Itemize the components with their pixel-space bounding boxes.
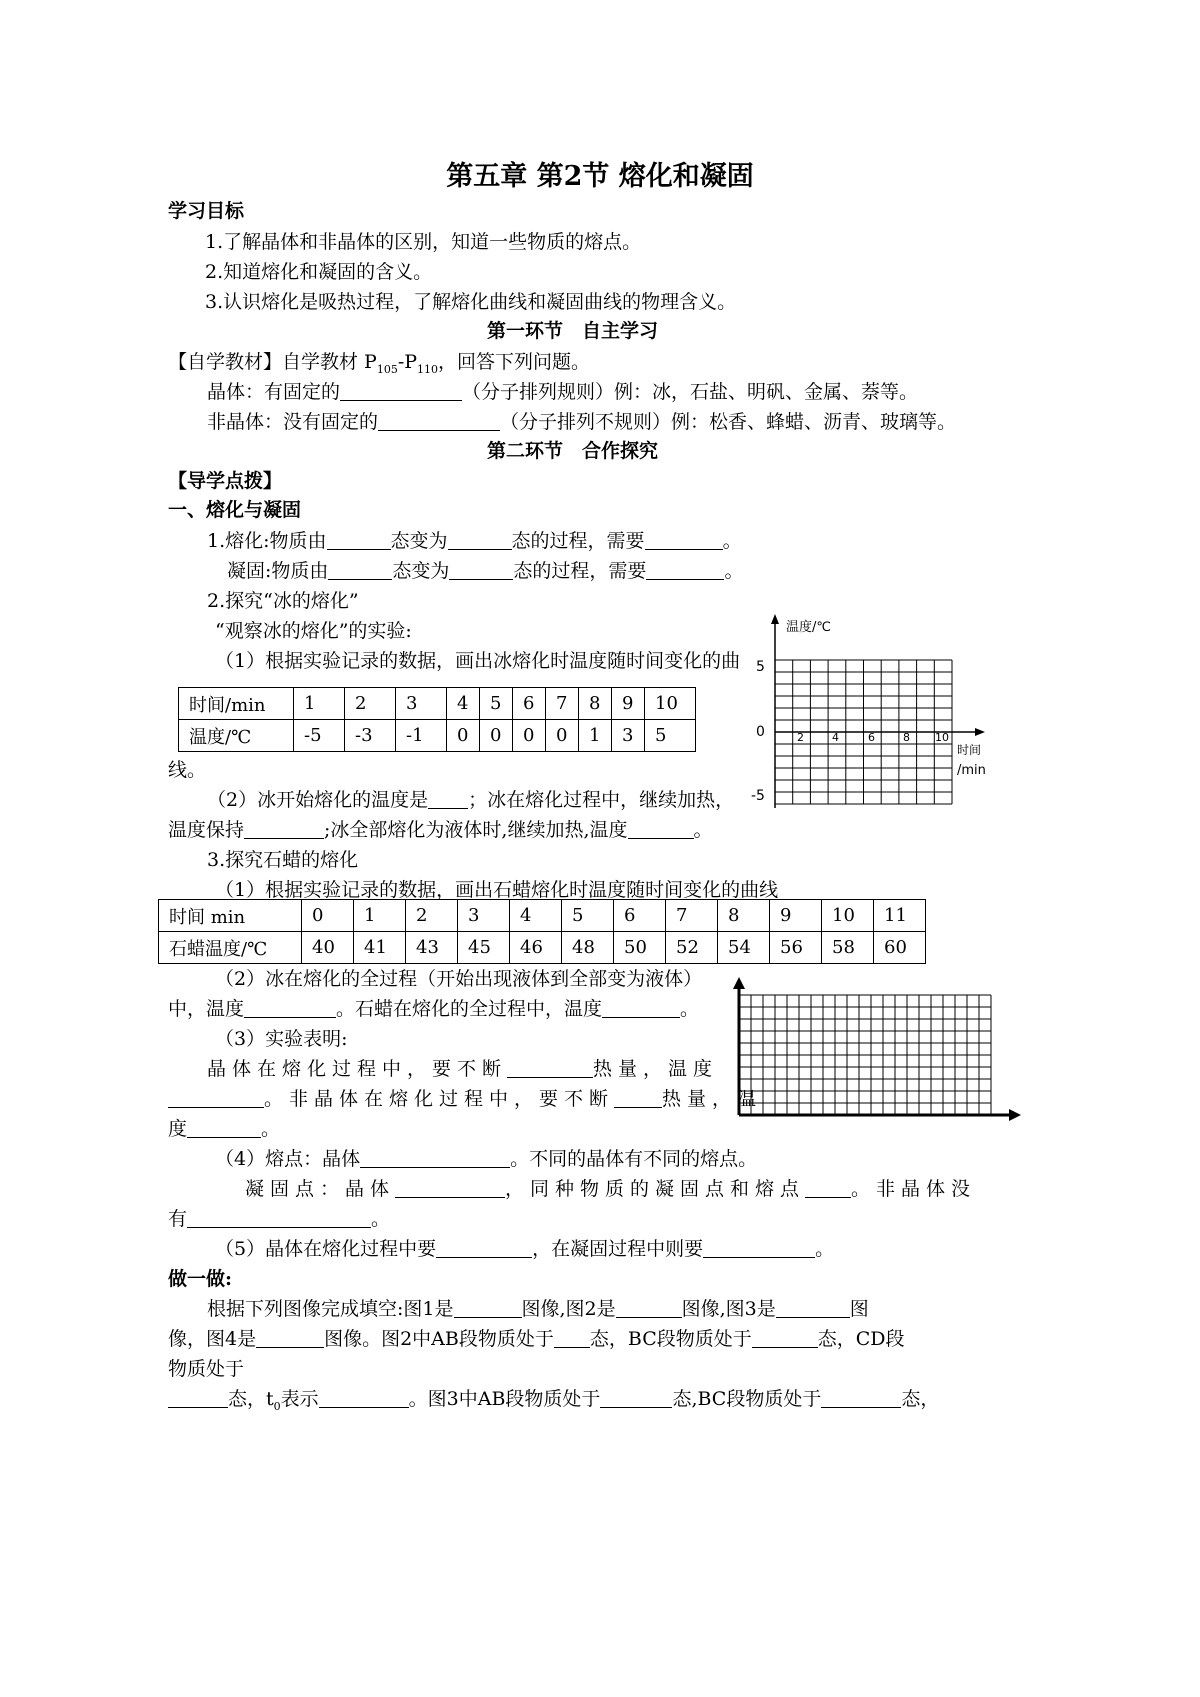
table-cell: 45 (458, 932, 510, 964)
table-cell: 8 (579, 688, 612, 720)
blank[interactable] (752, 1327, 818, 1348)
blank[interactable] (507, 1057, 593, 1078)
ice-x-label-unit: /min (957, 763, 986, 778)
table-cell: 48 (562, 932, 614, 964)
wax-data-table (158, 899, 926, 964)
practice-line1: 根据下列图像完成填空:图1是 图像,图2是 图像,图3是 图 (207, 1298, 869, 1320)
ice-y-label: 温度/℃ (786, 620, 831, 635)
blank[interactable] (646, 559, 724, 580)
table-cell: 4 (447, 688, 480, 720)
ice-x-tick: 2 (797, 731, 804, 744)
table-cell: 1 (354, 900, 406, 932)
table-cell: 1 (579, 720, 612, 752)
wax-x-arrow (1009, 1109, 1021, 1121)
section2-heading: 第二环节 合作探究 (487, 440, 659, 462)
blank[interactable] (554, 1327, 590, 1348)
blank[interactable] (340, 380, 462, 401)
ice-question-1-end: 线。 (168, 759, 207, 781)
blank[interactable] (187, 1117, 261, 1138)
table-cell: 0 (302, 900, 354, 932)
wax-graph (725, 975, 1025, 1135)
table-cell: 1 (294, 688, 345, 720)
amorphous-line: 非晶体：没有固定的 （分子排列不规则）例：松香、蜂蜡、沥青、玻璃等。 (207, 411, 957, 433)
practice-heading: 做一做: (168, 1268, 233, 1290)
wax-question-1: （1）根据实验记录的数据，画出石蜡熔化时温度随时间变化的曲线 (215, 879, 779, 901)
table-cell: -3 (345, 720, 396, 752)
blank[interactable] (328, 559, 392, 580)
ice-x-tick: 8 (903, 731, 910, 744)
blank[interactable] (428, 788, 468, 809)
table-cell: 60 (874, 932, 926, 964)
table-cell: 3 (396, 688, 447, 720)
ice-y-arrow (771, 614, 779, 624)
page-title: 第五章 第2节 熔化和凝固 (446, 161, 754, 192)
blank[interactable] (805, 1177, 851, 1198)
blank[interactable] (776, 1297, 850, 1318)
table-row (159, 900, 926, 932)
blank[interactable] (244, 997, 336, 1018)
part1-heading: 一、熔化与凝固 (168, 499, 302, 521)
objective-3: 3.认识熔化是吸热过程，了解熔化曲线和凝固曲线的物理含义。 (205, 291, 737, 313)
blank[interactable] (360, 1147, 510, 1168)
self-study-line: 【自学教材】自学教材 $P_{105}-P_{110}$，回答下列问题。 (168, 351, 591, 376)
table-cell: 5 (645, 720, 696, 752)
table-cell: 6 (513, 688, 546, 720)
ice-y-tick: 0 (756, 724, 765, 740)
table-cell: 8 (718, 900, 770, 932)
solidification-definition: 凝固:物质由 态变为 态的过程，需要 。 (227, 560, 744, 582)
ice-question-2: （2）冰开始熔化的温度是 ；冰在熔化过程中，继续加热， (207, 789, 735, 811)
blank[interactable] (454, 1297, 522, 1318)
question-5: （5）晶体在熔化过程中要 ，在凝固过程中则要 。 (215, 1238, 835, 1260)
blank[interactable] (616, 1297, 682, 1318)
wax-heading: 3.探究石蜡的熔化 (207, 849, 359, 871)
table-cell: 5 (480, 688, 513, 720)
blank[interactable] (449, 559, 513, 580)
blank[interactable] (448, 529, 512, 550)
blank[interactable] (378, 410, 500, 431)
ice-question-2-cont: 温度保持 ;冰全部熔化为液体时,继续加热,温度 。 (168, 819, 713, 841)
table-cell: 52 (666, 932, 718, 964)
blank[interactable] (703, 1237, 815, 1258)
table-cell: 时间/min (179, 688, 294, 720)
objective-2: 2.知道熔化和凝固的含义。 (205, 261, 433, 283)
ice-x-tick: 4 (832, 731, 839, 744)
table-cell: 10 (645, 688, 696, 720)
crystal-line: 晶体：有固定的 （分子排列规则）例：冰，石盐、明矾、金属、萘等。 (207, 381, 919, 403)
blank[interactable] (628, 818, 694, 839)
wax-y-arrow (733, 977, 745, 989)
table-cell: 温度/℃ (179, 720, 294, 752)
blank[interactable] (395, 1177, 505, 1198)
question-3-line1: 晶体在熔化过程中，要不断 热量，温度 (207, 1058, 719, 1080)
ice-data-table (178, 687, 696, 752)
table-cell: 6 (614, 900, 666, 932)
blank[interactable] (256, 1327, 324, 1348)
blank[interactable] (327, 529, 391, 550)
table-cell: 58 (822, 932, 874, 964)
question-4-line1: （4）熔点：晶体 。不同的晶体有不同的熔点。 (215, 1148, 758, 1170)
ice-subheading: “观察冰的熔化”的实验: (215, 620, 412, 642)
ice-y-tick: 5 (756, 659, 765, 675)
table-cell: 2 (406, 900, 458, 932)
ice-question-1: （1）根据实验记录的数据，画出冰熔化时温度随时间变化的曲 (215, 650, 741, 672)
table-cell: 2 (345, 688, 396, 720)
table-row (179, 688, 696, 720)
table-row (159, 932, 926, 964)
table-cell: 7 (546, 688, 579, 720)
blank[interactable] (600, 1387, 672, 1408)
table-cell: 5 (562, 900, 614, 932)
table-cell: 9 (612, 688, 645, 720)
table-cell: 56 (770, 932, 822, 964)
table-cell: 3 (458, 900, 510, 932)
blank[interactable] (436, 1237, 532, 1258)
table-cell: 石蜡温度/℃ (159, 932, 302, 964)
ice-x-arrow (975, 728, 985, 736)
ice-x-tick: 6 (868, 731, 875, 744)
table-cell: 0 (546, 720, 579, 752)
melting-definition: 1.熔化:物质由 态变为 态的过程，需要 。 (207, 530, 742, 552)
table-cell: 10 (822, 900, 874, 932)
blank[interactable] (168, 1087, 264, 1108)
practice-line3: 物质处于 (168, 1358, 245, 1380)
blank[interactable] (645, 529, 723, 550)
blank[interactable] (168, 1387, 228, 1408)
blank[interactable] (821, 1387, 901, 1408)
question-2-line1: （2）冰在熔化的全过程（开始出现液体到全部变为液体） (215, 968, 703, 990)
table-cell: -1 (396, 720, 447, 752)
wax-grid (739, 995, 991, 1115)
ice-x-label: 时间 (957, 743, 982, 757)
ice-graph (745, 608, 1025, 814)
table-cell: 0 (480, 720, 513, 752)
ice-x-tick: 10 (935, 731, 949, 744)
practice-line4: 态，$t_0$表示 。图3中AB段物质处于 态,BC段物质处于 态， (168, 1386, 939, 1420)
table-cell: -5 (294, 720, 345, 752)
question-3-line2: 。非晶体在熔化过程中，要不断 热量，温 (168, 1086, 762, 1112)
table-row (179, 720, 696, 752)
ice-heading: 2.探究“冰的熔化” (207, 590, 359, 612)
table-cell: 4 (510, 900, 562, 932)
question-4-line3: 有 。 (168, 1208, 391, 1230)
blank[interactable] (602, 997, 680, 1018)
blank[interactable] (614, 1087, 662, 1108)
question-3-line3: 度 。 (168, 1118, 281, 1140)
practice-line2: 像，图4是 图像。图2中AB段物质处于 态，BC段物质处于 态，CD段 (168, 1328, 905, 1350)
blank[interactable] (319, 1387, 409, 1408)
table-cell: 11 (874, 900, 926, 932)
table-cell: 40 (302, 932, 354, 964)
question-2-line2: 中，温度 。石蜡在熔化的全过程中，温度 。 (168, 998, 700, 1020)
table-cell: 7 (666, 900, 718, 932)
table-cell: 0 (447, 720, 480, 752)
section1-heading: 第一环节 自主学习 (487, 320, 659, 342)
objectives-heading: 学习目标 (168, 200, 245, 222)
question-3-heading: （3）实验表明: (215, 1028, 348, 1050)
table-cell: 41 (354, 932, 406, 964)
blank[interactable] (244, 818, 324, 839)
table-cell: 43 (406, 932, 458, 964)
table-cell: 时间 min (159, 900, 302, 932)
table-cell: 3 (612, 720, 645, 752)
table-cell: 0 (513, 720, 546, 752)
question-4-line2: 凝固点：晶体 ，同种物质的凝固点和熔点 。非晶体没 (245, 1178, 977, 1200)
blank[interactable] (187, 1207, 371, 1228)
table-cell: 46 (510, 932, 562, 964)
objective-1: 1.了解晶体和非晶体的区别，知道一些物质的熔点。 (205, 231, 642, 253)
table-cell: 9 (770, 900, 822, 932)
guide-heading: 【导学点拨】 (168, 470, 283, 492)
table-cell: 54 (718, 932, 770, 964)
table-cell: 50 (614, 932, 666, 964)
ice-y-tick: -5 (751, 788, 765, 804)
